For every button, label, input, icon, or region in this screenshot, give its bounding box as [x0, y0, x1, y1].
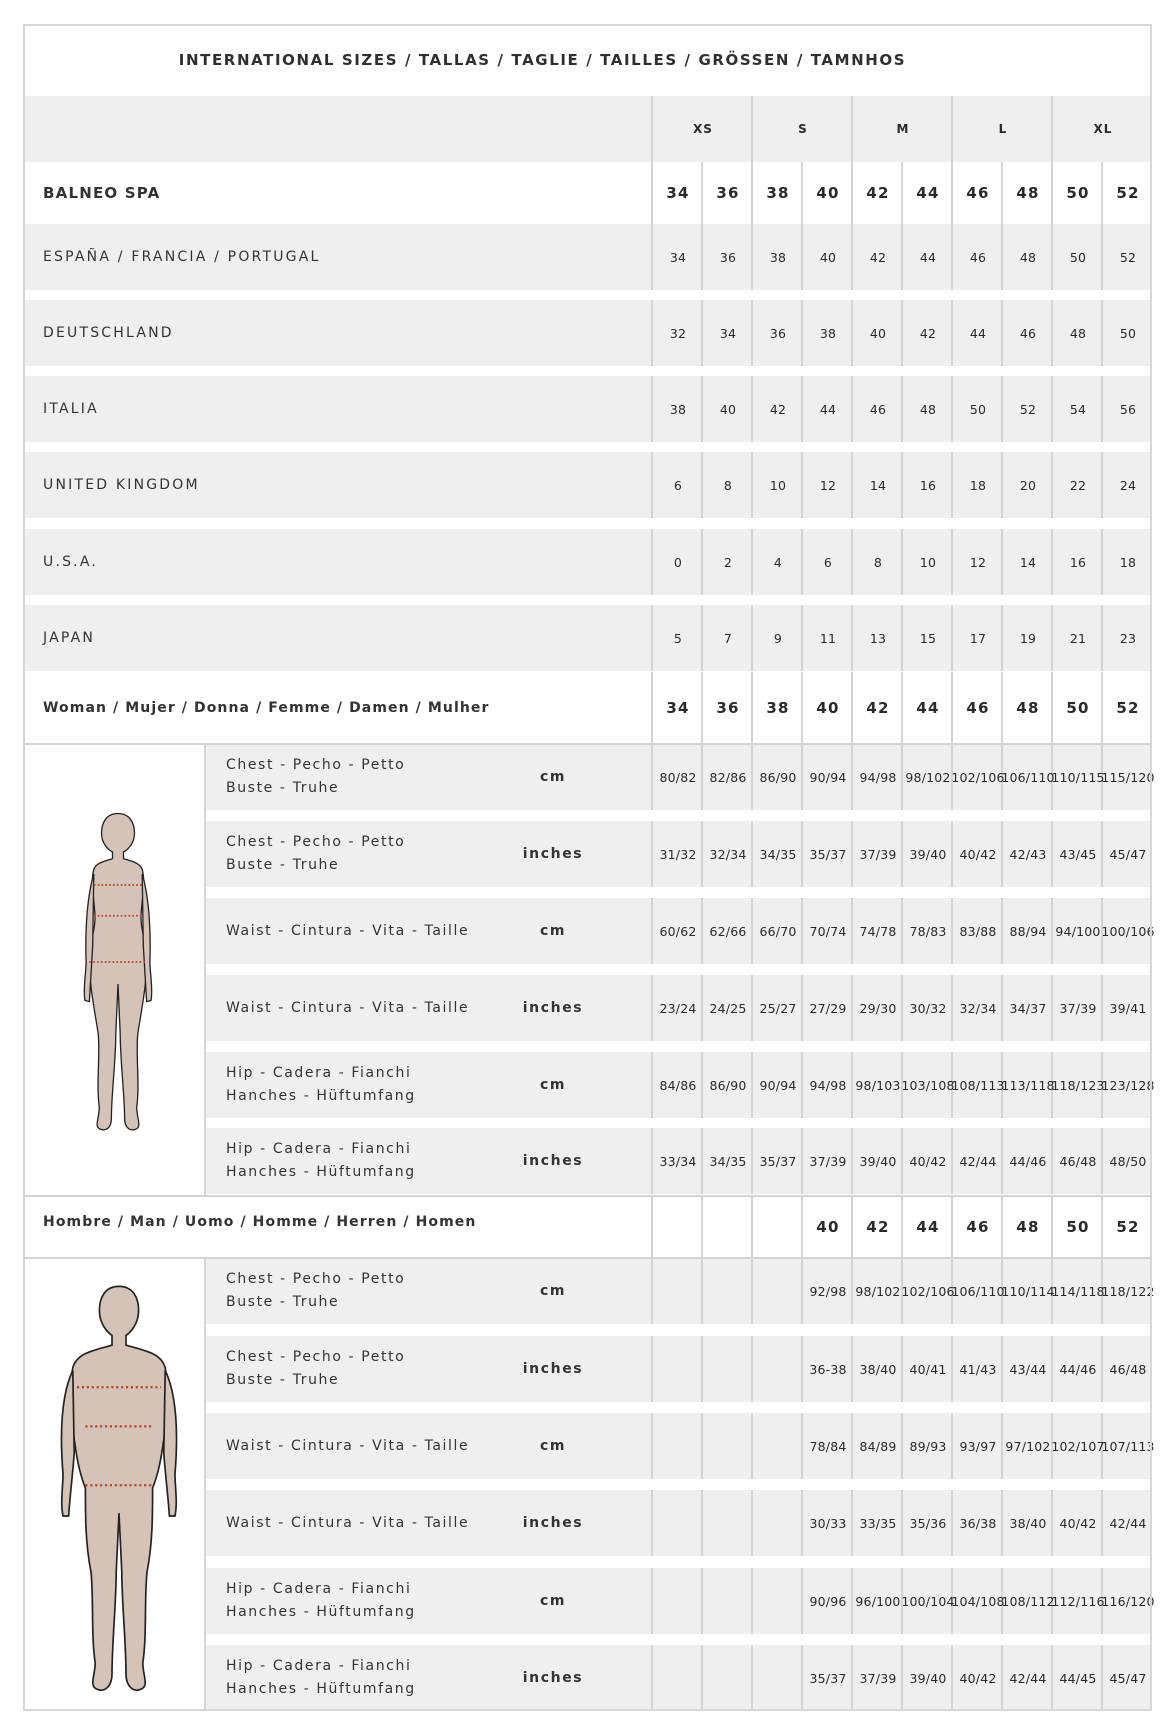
unit-label: cm [539, 1283, 567, 1299]
size-cell: 33/34 [659, 1153, 697, 1169]
size-cell: 35/37 [809, 1670, 847, 1686]
size-cell: 10 [919, 554, 937, 570]
size-cell: 14 [869, 477, 887, 493]
size-cell: 50 [1066, 1218, 1090, 1236]
size-cell: 38/40 [1009, 1515, 1047, 1531]
country-label: ESPAÑA / FRANCIA / PORTUGAL [43, 249, 321, 265]
measurement-label-line: Hanches - Hüftumfang [226, 1088, 416, 1104]
size-cell: 17 [969, 630, 987, 646]
size-cell: 97/102 [1005, 1438, 1051, 1454]
size-cell: 29/30 [859, 1000, 897, 1016]
size-cell: 94/98 [859, 769, 897, 785]
size-cell: 113/118 [1001, 1077, 1055, 1093]
size-cell: 32 [669, 325, 687, 341]
size-cell: 52 [1116, 184, 1140, 202]
size-cell: 40/42 [959, 846, 997, 862]
unit-label: cm [539, 1593, 567, 1609]
country-label: JAPAN [43, 630, 96, 646]
size-cell: 7 [723, 630, 733, 646]
size-cell: 8 [873, 554, 883, 570]
size-cell: 44 [919, 249, 937, 265]
size-cell: 48 [919, 401, 937, 417]
size-cell: 48 [1069, 325, 1087, 341]
unit-label: inches [522, 1515, 584, 1531]
size-cell: 50 [1066, 699, 1090, 717]
size-cell: 38 [669, 401, 687, 417]
size-cell: 66/70 [759, 923, 797, 939]
size-cell: 46 [966, 184, 990, 202]
size-cell: 52 [1119, 249, 1137, 265]
unit-label: inches [522, 1153, 584, 1169]
size-cell: 37/39 [1059, 1000, 1097, 1016]
size-cell: 123/128 [1101, 1077, 1155, 1093]
size-cell: 94/98 [809, 1077, 847, 1093]
size-cell: 44 [916, 1218, 940, 1236]
section-divider [23, 1195, 1152, 1197]
size-cell: 38 [766, 699, 790, 717]
size-cell: 20 [1019, 477, 1037, 493]
figure-outline [61, 1370, 74, 1516]
size-cell: 46 [966, 1218, 990, 1236]
size-cell: 13 [869, 630, 887, 646]
size-cell: 48/50 [1109, 1153, 1147, 1169]
size-cell: 39/40 [909, 846, 947, 862]
size-cell: 36/38 [959, 1515, 997, 1531]
size-cell: 42 [869, 249, 887, 265]
country-label: ITALIA [43, 401, 99, 417]
size-cell: 12 [819, 477, 837, 493]
size-cell: 42/44 [1109, 1515, 1147, 1531]
unit-label: inches [522, 846, 584, 862]
size-cell: 83/88 [959, 923, 997, 939]
size-group-label: XS [693, 122, 713, 136]
size-cell: 118/122 [1101, 1283, 1155, 1299]
size-cell: 54 [1069, 401, 1087, 417]
measurement-label-line: Buste - Truhe [226, 1294, 340, 1310]
brand-label: BALNEO SPA [43, 184, 161, 202]
measurement-label-line: Buste - Truhe [226, 780, 340, 796]
size-cell: 38 [819, 325, 837, 341]
size-cell: 45/47 [1109, 846, 1147, 862]
size-cell: 42/44 [1009, 1670, 1047, 1686]
size-cell: 62/66 [709, 923, 747, 939]
woman-silhouette-icon [63, 772, 173, 1174]
size-cell: 60/62 [659, 923, 697, 939]
size-group-label: M [896, 122, 910, 136]
measurement-label-line: Chest - Pecho - Petto [226, 757, 406, 773]
size-cell: 56 [1119, 401, 1137, 417]
size-cell: 34 [666, 184, 690, 202]
size-cell: 50 [1119, 325, 1137, 341]
size-cell: 40/42 [1059, 1515, 1097, 1531]
man-silhouette-icon [49, 1268, 189, 1708]
size-cell: 40 [816, 1218, 840, 1236]
unit-label: cm [539, 1077, 567, 1093]
size-cell: 34 [719, 325, 737, 341]
size-cell: 40/42 [959, 1670, 997, 1686]
size-cell: 24 [1119, 477, 1137, 493]
measurement-label-line: Waist - Cintura - Vita - Taille [226, 1514, 470, 1531]
size-cell: 36-38 [809, 1361, 847, 1377]
size-cell: 98/103 [855, 1077, 901, 1093]
measurement-label-line: Hanches - Hüftumfang [226, 1681, 416, 1697]
size-cell: 42 [919, 325, 937, 341]
size-cell: 23 [1119, 630, 1137, 646]
measurement-label-line: Hip - Cadera - Fianchi [226, 1141, 412, 1157]
unit-label: cm [539, 1438, 567, 1454]
size-cell: 50 [969, 401, 987, 417]
size-cell: 70/74 [809, 923, 847, 939]
measurement-label-line: Buste - Truhe [226, 1372, 340, 1388]
size-cell: 42 [866, 699, 890, 717]
measurement-label-line: Waist - Cintura - Vita - Taille [226, 922, 470, 939]
size-cell: 48 [1016, 184, 1040, 202]
size-cell: 88/94 [1009, 923, 1047, 939]
size-cell: 42 [866, 1218, 890, 1236]
size-cell: 44 [916, 699, 940, 717]
measurement-label-line: Chest - Pecho - Petto [226, 834, 406, 850]
size-cell: 46 [869, 401, 887, 417]
size-cell: 48 [1016, 699, 1040, 717]
size-cell: 84/89 [859, 1438, 897, 1454]
unit-label: cm [539, 769, 567, 785]
measurement-label-line: Hanches - Hüftumfang [226, 1604, 416, 1620]
size-cell: 39/40 [859, 1153, 897, 1169]
size-cell: 6 [673, 477, 683, 493]
size-cell: 107/113 [1101, 1438, 1155, 1454]
size-cell: 40 [869, 325, 887, 341]
size-cell: 34 [666, 699, 690, 717]
measurement-label-line: Waist - Cintura - Vita - Taille [226, 1437, 470, 1454]
size-cell: 36 [716, 699, 740, 717]
size-cell: 50 [1066, 184, 1090, 202]
measurement-label-line: Hip - Cadera - Fianchi [226, 1658, 412, 1674]
size-cell: 4 [773, 554, 783, 570]
size-cell: 116/120 [1101, 1593, 1155, 1609]
measurement-label-line: Hip - Cadera - Fianchi [226, 1065, 412, 1081]
size-cell: 90/96 [809, 1593, 847, 1609]
size-cell: 50 [1069, 249, 1087, 265]
size-cell: 2 [723, 554, 733, 570]
size-cell: 106/110 [1001, 769, 1055, 785]
size-cell: 108/113 [951, 1077, 1005, 1093]
size-cell: 30/33 [809, 1515, 847, 1531]
size-cell: 78/83 [909, 923, 947, 939]
size-cell: 31/32 [659, 846, 697, 862]
size-cell: 104/108 [951, 1593, 1005, 1609]
size-cell: 23/24 [659, 1000, 697, 1016]
size-cell: 18 [1119, 554, 1137, 570]
size-cell: 100/104 [901, 1593, 955, 1609]
size-cell: 27/29 [809, 1000, 847, 1016]
size-cell: 22 [1069, 477, 1087, 493]
size-cell: 52 [1116, 1218, 1140, 1236]
size-cell: 19 [1019, 630, 1037, 646]
figure-outline [89, 814, 146, 1130]
size-cell: 74/78 [859, 923, 897, 939]
section-divider [23, 743, 1152, 745]
size-cell: 24/25 [709, 1000, 747, 1016]
size-cell: 98/102 [905, 769, 951, 785]
country-label: UNITED KINGDOM [43, 477, 200, 493]
size-cell: 48 [1016, 1218, 1040, 1236]
size-cell: 90/94 [759, 1077, 797, 1093]
size-cell: 93/97 [959, 1438, 997, 1454]
size-cell: 42 [866, 184, 890, 202]
size-cell: 42/44 [959, 1153, 997, 1169]
size-cell: 43/44 [1009, 1361, 1047, 1377]
size-cell: 8 [723, 477, 733, 493]
figure-outline [164, 1370, 177, 1516]
size-cell: 44 [969, 325, 987, 341]
size-cell: 43/45 [1059, 846, 1097, 862]
size-cell: 36 [716, 184, 740, 202]
size-cell: 44/46 [1059, 1361, 1097, 1377]
man-label: Hombre / Man / Uomo / Homme / Herren / Homen [43, 1214, 477, 1230]
figure-divider [204, 744, 206, 1196]
figure-outline [71, 1286, 168, 1690]
size-cell: 37/39 [859, 1670, 897, 1686]
size-cell: 34/37 [1009, 1000, 1047, 1016]
size-cell: 92/98 [809, 1283, 847, 1299]
size-cell: 40/41 [909, 1361, 947, 1377]
size-cell: 21 [1069, 630, 1087, 646]
size-cell: 36 [769, 325, 787, 341]
size-cell: 90/94 [809, 769, 847, 785]
size-cell: 86/90 [759, 769, 797, 785]
country-label: U.S.A. [43, 554, 99, 570]
page-title: INTERNATIONAL SIZES / TALLAS / TAGLIE / TAILLES / GRÖSSEN / TAMNHOS [178, 51, 907, 69]
size-cell: 52 [1116, 699, 1140, 717]
size-cell: 32/34 [959, 1000, 997, 1016]
size-group-label: XL [1093, 122, 1113, 136]
woman-label: Woman / Mujer / Donna / Femme / Damen / Mulher [43, 700, 490, 716]
size-cell: 6 [823, 554, 833, 570]
size-cell: 100/106 [1101, 923, 1155, 939]
size-cell: 102/106 [951, 769, 1005, 785]
size-cell: 16 [1069, 554, 1087, 570]
size-cell: 103/108 [901, 1077, 955, 1093]
size-cell: 35/36 [909, 1515, 947, 1531]
size-cell: 112/116 [1051, 1593, 1105, 1609]
size-cell: 45/47 [1109, 1670, 1147, 1686]
size-group-label: S [798, 122, 808, 136]
measurement-label-line: Waist - Cintura - Vita - Taille [226, 999, 470, 1016]
size-cell: 40 [816, 184, 840, 202]
measurement-label-line: Chest - Pecho - Petto [226, 1349, 406, 1365]
size-cell: 41/43 [959, 1361, 997, 1377]
size-cell: 18 [969, 477, 987, 493]
size-cell: 0 [673, 554, 683, 570]
size-cell: 82/86 [709, 769, 747, 785]
size-cell: 44/45 [1059, 1670, 1097, 1686]
size-cell: 102/106 [901, 1283, 955, 1299]
size-cell: 34 [669, 249, 687, 265]
size-cell: 48 [1019, 249, 1037, 265]
size-cell: 46 [969, 249, 987, 265]
size-cell: 40/42 [909, 1153, 947, 1169]
size-cell: 52 [1019, 401, 1037, 417]
size-cell: 42/43 [1009, 846, 1047, 862]
size-cell: 86/90 [709, 1077, 747, 1093]
size-cell: 98/102 [855, 1283, 901, 1299]
size-cell: 9 [773, 630, 783, 646]
country-label: DEUTSCHLAND [43, 325, 174, 341]
size-cell: 37/39 [809, 1153, 847, 1169]
unit-label: cm [539, 923, 567, 939]
size-cell: 15 [919, 630, 937, 646]
size-cell: 118/123 [1051, 1077, 1105, 1093]
size-cell: 38 [769, 249, 787, 265]
size-cell: 78/84 [809, 1438, 847, 1454]
figure-divider [204, 1258, 206, 1711]
measurement-label-line: Hanches - Hüftumfang [226, 1164, 416, 1180]
size-cell: 110/114 [1001, 1283, 1055, 1299]
table-border [23, 24, 1155, 1711]
size-cell: 42 [769, 401, 787, 417]
size-cell: 38/40 [859, 1361, 897, 1377]
size-cell: 102/107 [1051, 1438, 1105, 1454]
unit-label: inches [522, 1670, 584, 1686]
size-cell: 114/118 [1051, 1283, 1105, 1299]
size-cell: 40 [816, 699, 840, 717]
size-cell: 36 [719, 249, 737, 265]
size-cell: 46/48 [1109, 1361, 1147, 1377]
size-cell: 35/37 [809, 846, 847, 862]
size-cell: 46/48 [1059, 1153, 1097, 1169]
size-cell: 115/120 [1101, 769, 1155, 785]
size-cell: 44 [916, 184, 940, 202]
size-cell: 34/35 [759, 846, 797, 862]
measurement-label-line: Chest - Pecho - Petto [226, 1271, 406, 1287]
size-cell: 34/35 [709, 1153, 747, 1169]
size-cell: 40 [819, 249, 837, 265]
unit-label: inches [522, 1000, 584, 1016]
size-cell: 11 [819, 630, 837, 646]
size-cell: 32/34 [709, 846, 747, 862]
size-cell: 37/39 [859, 846, 897, 862]
size-cell: 108/112 [1001, 1593, 1055, 1609]
size-cell: 40 [719, 401, 737, 417]
size-cell: 5 [673, 630, 683, 646]
size-cell: 38 [766, 184, 790, 202]
size-cell: 44 [819, 401, 837, 417]
size-cell: 94/100 [1055, 923, 1101, 939]
size-cell: 44/46 [1009, 1153, 1047, 1169]
unit-label: inches [522, 1361, 584, 1377]
size-cell: 46 [966, 699, 990, 717]
size-cell: 30/32 [909, 1000, 947, 1016]
section-divider [23, 1257, 1152, 1259]
size-cell: 25/27 [759, 1000, 797, 1016]
size-cell: 33/35 [859, 1515, 897, 1531]
size-cell: 46 [1019, 325, 1037, 341]
size-cell: 106/110 [951, 1283, 1005, 1299]
size-cell: 89/93 [909, 1438, 947, 1454]
measurement-label-line: Hip - Cadera - Fianchi [226, 1581, 412, 1597]
size-cell: 14 [1019, 554, 1037, 570]
size-cell: 39/40 [909, 1670, 947, 1686]
size-cell: 96/100 [855, 1593, 901, 1609]
measurement-label-line: Buste - Truhe [226, 857, 340, 873]
size-group-label: L [998, 122, 1008, 136]
size-cell: 10 [769, 477, 787, 493]
size-cell: 110/115 [1051, 769, 1105, 785]
size-cell: 80/82 [659, 769, 697, 785]
size-cell: 84/86 [659, 1077, 697, 1093]
size-cell: 39/41 [1109, 1000, 1147, 1016]
size-cell: 16 [919, 477, 937, 493]
size-cell: 12 [969, 554, 987, 570]
size-cell: 35/37 [759, 1153, 797, 1169]
